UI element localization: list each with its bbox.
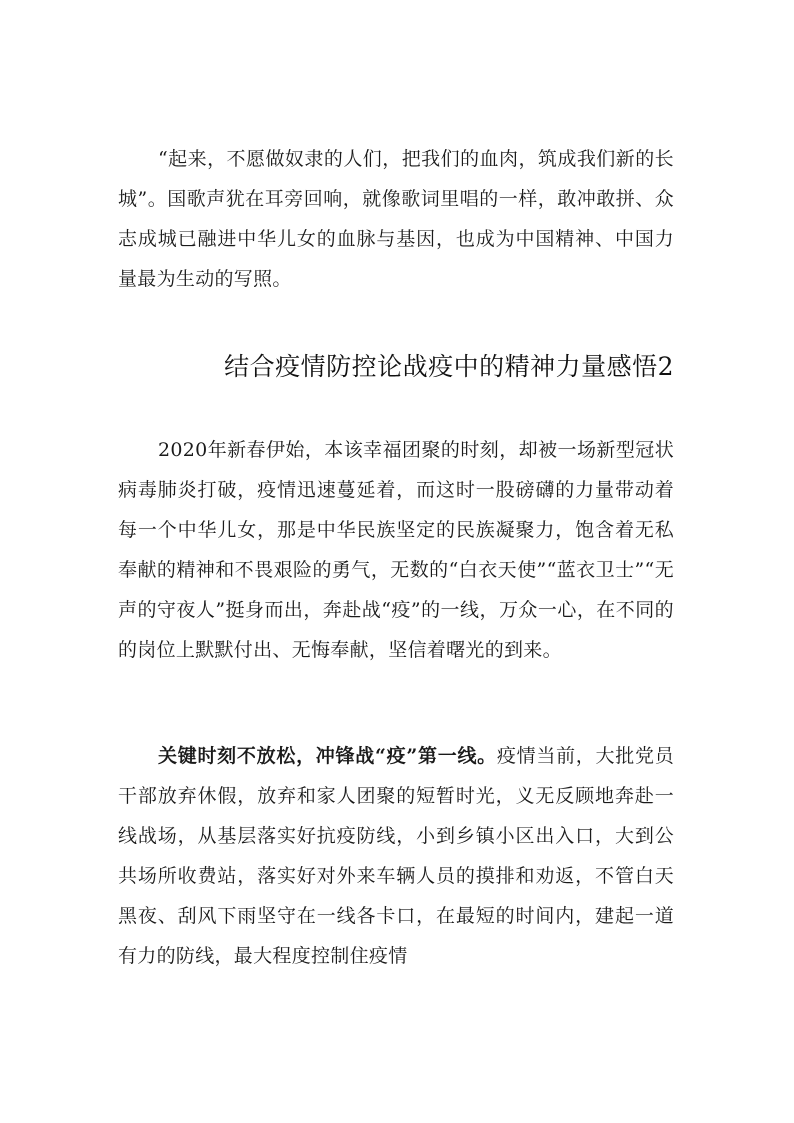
body-paragraph-2: [118, 736, 674, 976]
section-heading: 结合疫情防控论战疫中的精神力量感悟2: [224, 352, 674, 381]
intro-paragraph: “起来，不愿做奴隶的人们，把我们的血肉，筑成我们新的长城”。国歌声犹在耳旁回响，就像歌词里唱的一样，敢冲敢拼、众志成城已融进中华儿女的血脉与基因，也成为中国精神、中国力量最为生动的写照。: [118, 148, 674, 290]
paragraph-body-text: 疫情当前，大批党员干部放弃休假，放弃和家人团聚的短暂时光，义无反顾地奔赴一线战场，从基层落实好抗疫防线，小到乡镇小区出入口，大到公共场所收费站，落实好对外来车辆人员的摸排和劝返，不管白天黑夜、刮风下雨坚守在一线各卡口，在最短的时间内，建起一道有力的防线，最大程度控制住疫情: [118, 745, 675, 967]
paragraph-lead-bold: 关键时刻不放松，冲锋战“疫”第一线。: [158, 745, 497, 767]
body-paragraph-1: 2020年新春伊始，本该幸福团聚的时刻，却被一场新型冠状病毒肺炎打破，疫情迅速蔓延着，而这时一股磅礴的力量带动着每一个中华儿女，那是中华民族坚定的民族凝聚力，饱含着无私奉献的精神和不畏艰险的勇气，无数的“白衣天使”“蓝衣卫士”“无声的守夜人”挺身而出，奔赴战“疫”的一线，万众一心，在不同的的岗位上默默付出、无悔奉献，坚信着曙光的到来。: [118, 439, 674, 661]
